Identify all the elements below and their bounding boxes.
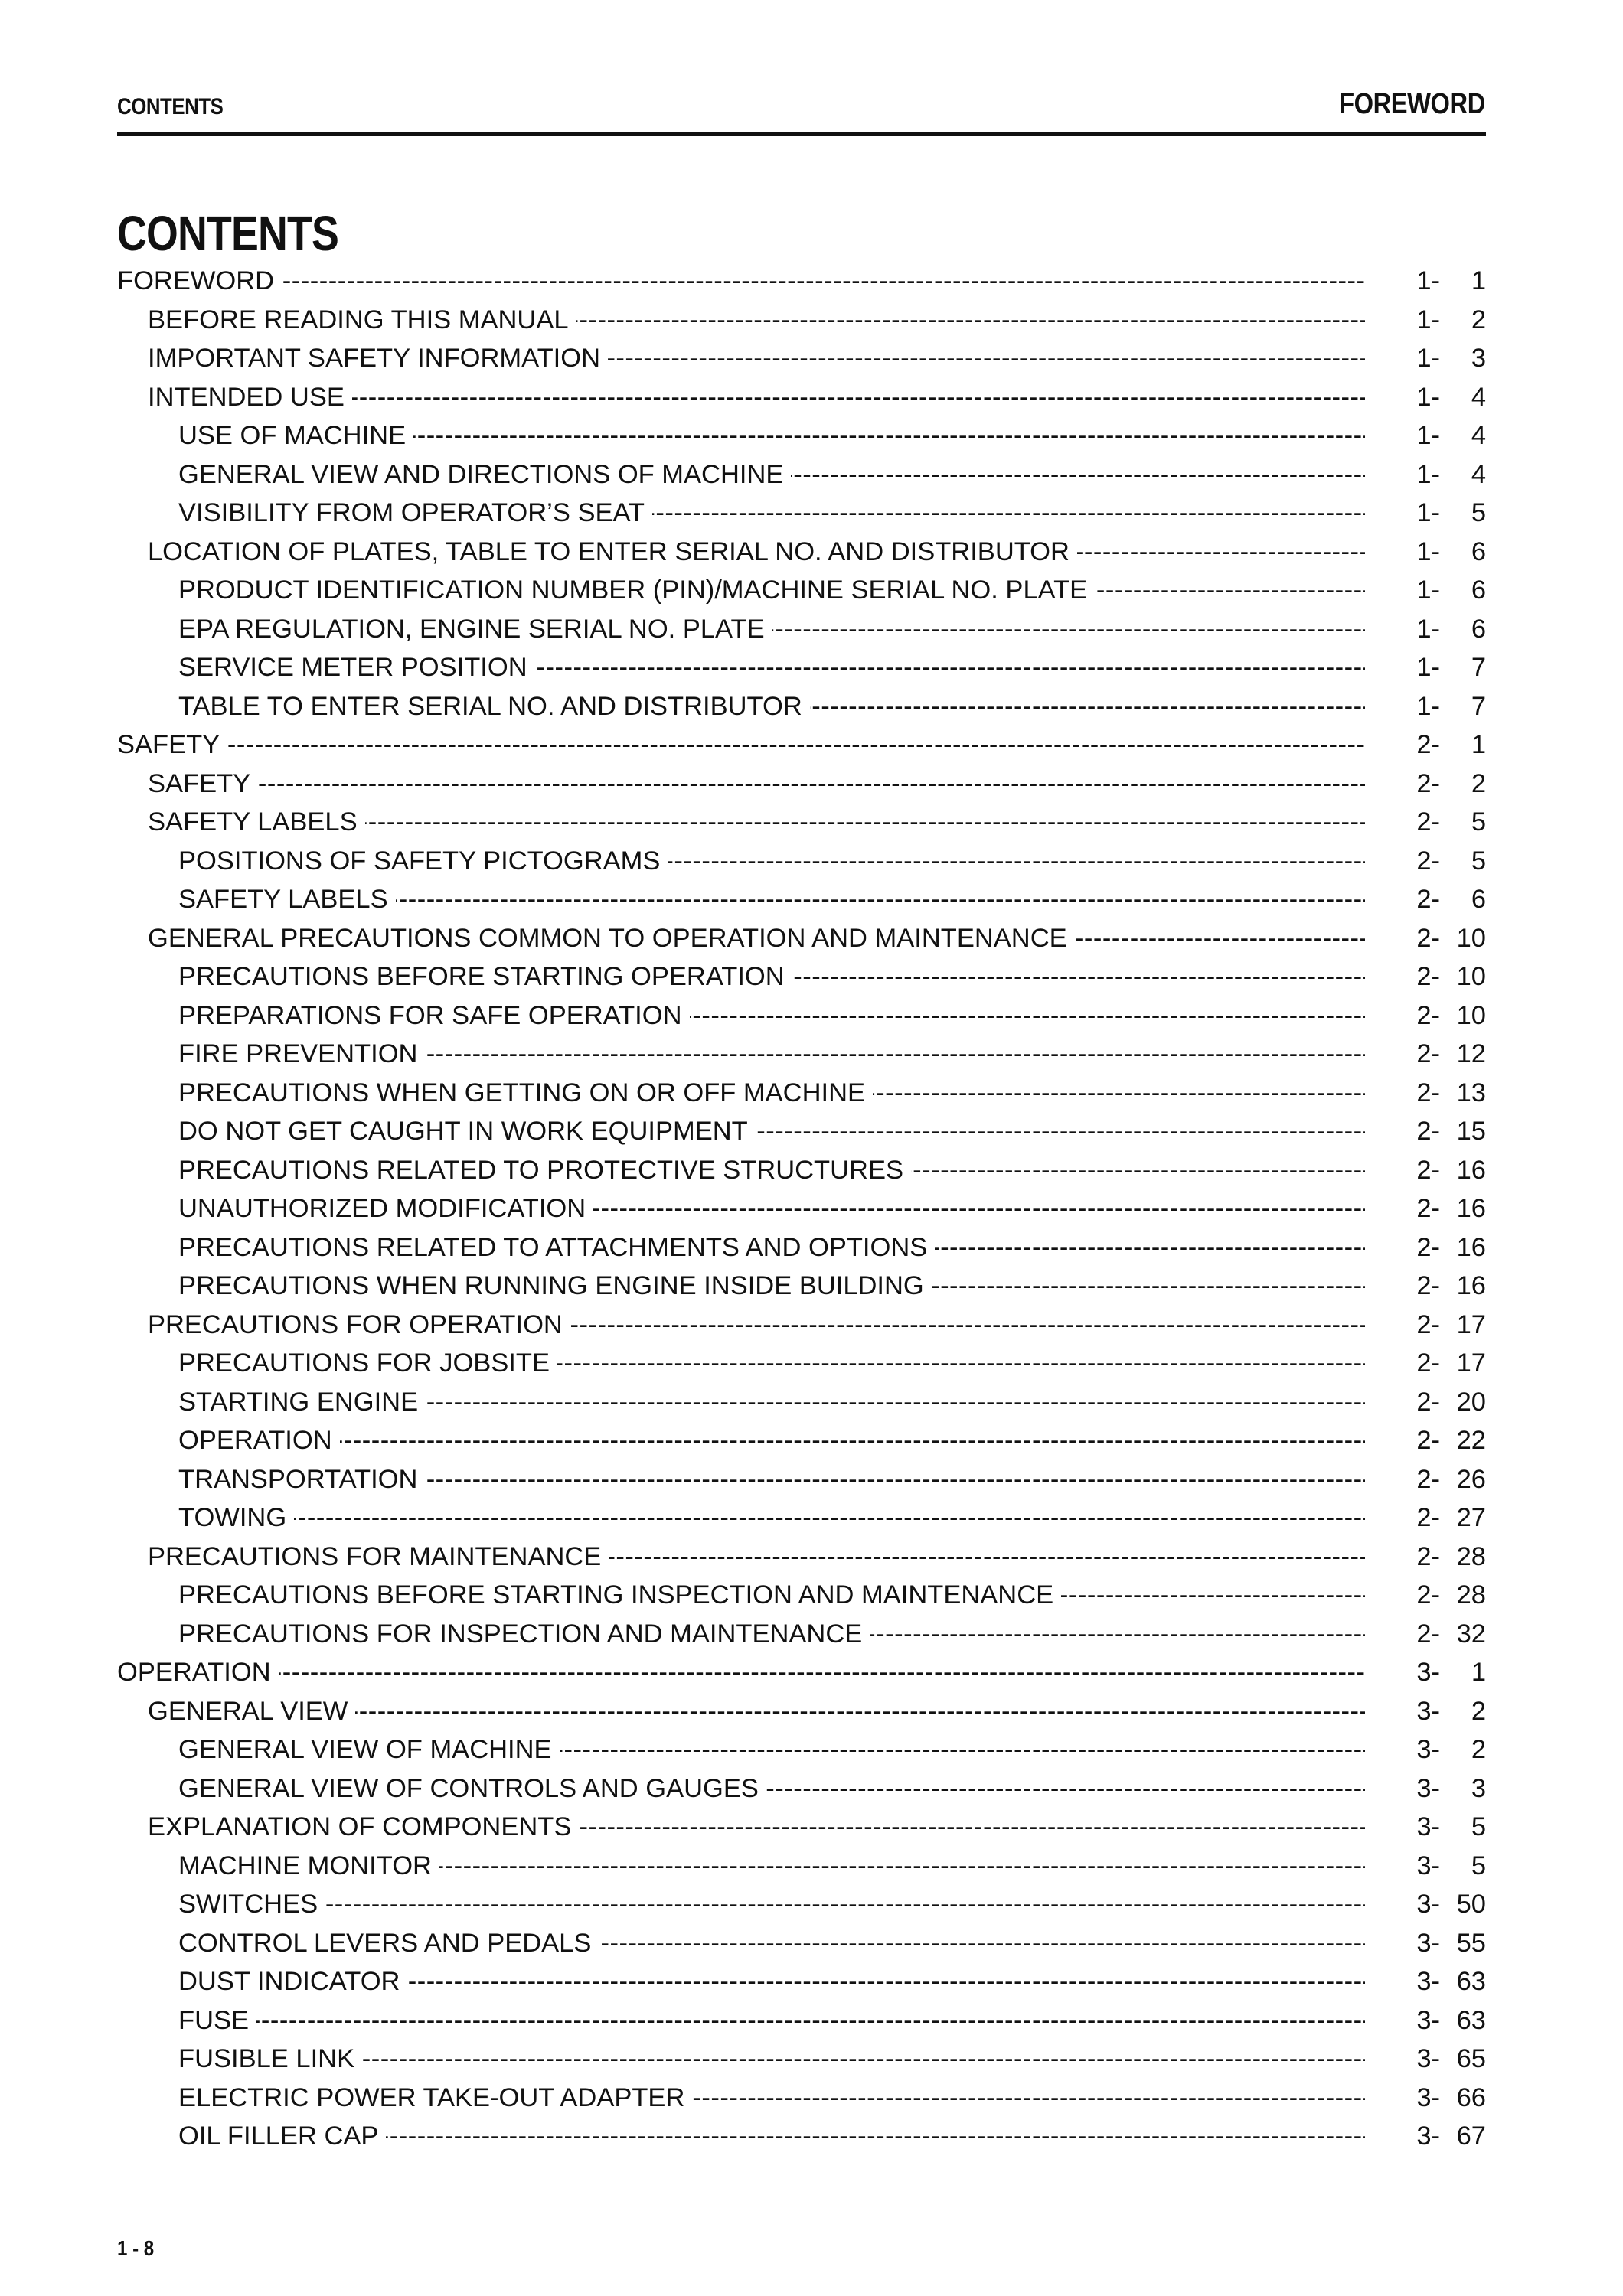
toc-entry-title: PRODUCT IDENTIFICATION NUMBER (PIN)/MACHINE SERIAL NO. PLATE [178, 576, 1095, 605]
toc-entry-title-leader [178, 1499, 1365, 1538]
toc-entry-title: SWITCHES [178, 1890, 325, 1919]
toc-entry-title: DUST INDICATOR [178, 1967, 407, 1996]
toc-entry-title: ELECTRIC POWER TAKE-OUT ADAPTER [178, 2083, 692, 2112]
toc-entry-title: PRECAUTIONS BEFORE STARTING OPERATION [178, 962, 792, 991]
toc-entry-chapter: 1- [1416, 266, 1440, 295]
toc-entry-title: PRECAUTIONS FOR OPERATION [148, 1310, 570, 1339]
toc-entry-page: 1 [1471, 266, 1486, 295]
toc-entry-page: 10 [1456, 962, 1486, 991]
toc-entry-chapter: 1- [1416, 653, 1440, 682]
toc-entry[interactable] [117, 1924, 1486, 1963]
toc-entry[interactable] [117, 1692, 1486, 1731]
toc-entry[interactable] [117, 1576, 1486, 1615]
toc-entry-title: PRECAUTIONS BEFORE STARTING INSPECTION AND MAINTENANCE [178, 1580, 1061, 1609]
toc-entry-title: GENERAL VIEW OF MACHINE [178, 1735, 560, 1764]
toc-entry[interactable] [117, 765, 1486, 804]
toc-entry-title-leader [148, 1538, 1365, 1577]
toc-entry-title-leader [178, 1460, 1365, 1499]
toc-entry[interactable] [117, 1962, 1486, 2001]
toc-entry-chapter: 1- [1416, 459, 1440, 489]
toc-entry-page: 27 [1456, 1503, 1486, 1532]
toc-entry-chapter: 2- [1416, 730, 1440, 759]
toc-entry-title-leader [148, 339, 1365, 378]
toc-entry-page: 6 [1471, 885, 1486, 914]
toc-entry-chapter: 3- [1416, 2044, 1440, 2073]
toc-entry-title-leader [148, 1306, 1365, 1345]
toc-entry-page: 2 [1471, 1696, 1486, 1726]
toc-entry-title: FUSIBLE LINK [178, 2044, 362, 2073]
toc-entry-chapter: 3- [1416, 1735, 1440, 1764]
toc-entry-title-leader [178, 1730, 1365, 1769]
toc-entry-title: MACHINE MONITOR [178, 1851, 439, 1880]
toc-entry-page: 15 [1456, 1117, 1486, 1146]
toc-entry[interactable] [117, 1730, 1486, 1769]
toc-entry[interactable] [117, 1344, 1486, 1383]
toc-entry-page: 3 [1471, 1773, 1486, 1803]
toc-entry-title: CONTROL LEVERS AND PEDALS [178, 1929, 599, 1958]
toc-entry-title-leader [178, 1228, 1365, 1267]
toc-entry-title-leader [178, 1344, 1365, 1383]
toc-entry-page: 4 [1471, 382, 1486, 412]
toc-entry-chapter: 2- [1416, 807, 1440, 837]
toc-entry-title: OPERATION [117, 1658, 279, 1687]
toc-entry-chapter: 1- [1416, 576, 1440, 605]
toc-entry-title-leader [178, 1074, 1365, 1113]
toc-entry-title-leader [178, 1421, 1365, 1460]
toc-entry[interactable] [117, 842, 1486, 881]
toc-entry-page: 7 [1471, 691, 1486, 721]
toc-entry-page: 17 [1456, 1309, 1486, 1339]
toc-entry-chapter: 3- [1416, 2122, 1440, 2151]
toc-entry-page: 5 [1471, 846, 1486, 876]
running-header-left: CONTENTS [117, 94, 224, 119]
toc-entry-chapter: 2- [1416, 923, 1440, 953]
toc-entry[interactable] [117, 416, 1486, 455]
toc-entry-page: 10 [1456, 923, 1486, 953]
toc-entry-chapter: 1- [1416, 536, 1440, 566]
toc-entry-chapter: 2- [1416, 1078, 1440, 1107]
toc-entry-chapter: 2- [1416, 1580, 1440, 1609]
toc-entry[interactable] [117, 494, 1486, 533]
toc-entry-page: 5 [1471, 498, 1486, 527]
toc-entry-title: TABLE TO ENTER SERIAL NO. AND DISTRIBUTOR [178, 692, 810, 721]
toc-entry-chapter: 2- [1416, 1117, 1440, 1146]
toc-entry-page: 65 [1456, 2044, 1486, 2073]
toc-entry[interactable] [117, 2040, 1486, 2079]
toc-entry[interactable] [117, 455, 1486, 494]
toc-entry-title-leader [178, 880, 1365, 919]
toc-entry-title: FIRE PREVENTION [178, 1039, 425, 1068]
toc-entry-title: SAFETY LABELS [148, 807, 365, 837]
toc-entry-title-leader [178, 957, 1365, 996]
toc-entry-title-leader [178, 1924, 1365, 1963]
toc-entry-page: 28 [1456, 1580, 1486, 1609]
toc-entry[interactable] [117, 571, 1486, 610]
toc-entry[interactable] [117, 1769, 1486, 1808]
toc-entry-title: PRECAUTIONS RELATED TO ATTACHMENTS AND OPTIONS [178, 1233, 935, 1262]
toc-entry-title: PREPARATIONS FOR SAFE OPERATION [178, 1001, 690, 1030]
toc-entry-title: DO NOT GET CAUGHT IN WORK EQUIPMENT [178, 1117, 756, 1146]
toc-entry-page: 16 [1456, 1232, 1486, 1262]
toc-entry-page: 22 [1456, 1426, 1486, 1455]
toc-entry-title: PRECAUTIONS RELATED TO PROTECTIVE STRUCTURES [178, 1156, 911, 1185]
toc-entry-page: 12 [1456, 1039, 1486, 1068]
toc-entry-chapter: 3- [1416, 1812, 1440, 1841]
toc-entry-page: 26 [1456, 1464, 1486, 1494]
toc-entry[interactable] [117, 1653, 1486, 1692]
toc-entry-title: TOWING [178, 1503, 294, 1532]
toc-entry-chapter: 3- [1416, 1658, 1440, 1687]
toc-entry-chapter: 2- [1416, 1000, 1440, 1030]
toc-entry-chapter: 2- [1416, 1464, 1440, 1494]
toc-entry-title: PRECAUTIONS FOR INSPECTION AND MAINTENANCE [178, 1619, 870, 1649]
toc-entry-chapter: 1- [1416, 421, 1440, 450]
toc-entry-title: UNAUTHORIZED MODIFICATION [178, 1194, 593, 1223]
table-of-contents [117, 262, 1486, 2156]
toc-entry-page: 28 [1456, 1541, 1486, 1571]
toc-entry-chapter: 3- [1416, 1696, 1440, 1726]
toc-entry[interactable] [117, 1035, 1486, 1074]
toc-entry-title-leader [178, 455, 1365, 494]
toc-entry[interactable] [117, 262, 1486, 301]
toc-entry-title-leader [178, 1189, 1365, 1228]
toc-entry-chapter: 2- [1416, 1619, 1440, 1649]
toc-entry-title: IMPORTANT SAFETY INFORMATION [148, 344, 608, 373]
toc-entry-page: 20 [1456, 1387, 1486, 1417]
page-number: 1 - 8 [117, 2236, 155, 2260]
toc-entry-title-leader [178, 1885, 1365, 1924]
toc-entry-page: 13 [1456, 1078, 1486, 1107]
toc-entry-title-leader [178, 1847, 1365, 1886]
toc-entry-title: USE OF MACHINE [178, 421, 413, 450]
toc-entry-chapter: 1- [1416, 498, 1440, 527]
toc-entry-page: 55 [1456, 1928, 1486, 1958]
toc-entry[interactable] [117, 803, 1486, 842]
toc-entry-chapter: 2- [1416, 1232, 1440, 1262]
toc-entry-title-leader [117, 1653, 1365, 1692]
toc-entry-page: 16 [1456, 1194, 1486, 1223]
toc-entry-title-leader [117, 726, 1365, 765]
header-divider [117, 132, 1486, 136]
toc-entry-title: STARTING ENGINE [178, 1388, 426, 1417]
toc-entry-title-leader [148, 803, 1365, 842]
toc-entry-title-leader [148, 919, 1365, 958]
toc-entry-title: SAFETY LABELS [178, 885, 396, 914]
toc-entry[interactable] [117, 533, 1486, 572]
toc-entry-chapter: 2- [1416, 1349, 1440, 1378]
toc-entry[interactable] [117, 957, 1486, 996]
toc-entry-title: FOREWORD [117, 266, 282, 295]
toc-entry-title-leader [178, 494, 1365, 533]
toc-entry[interactable] [117, 1499, 1486, 1538]
toc-entry-title-leader [178, 2079, 1365, 2118]
running-header-section: FOREWORD [1339, 88, 1485, 120]
toc-entry-page: 6 [1471, 536, 1486, 566]
toc-entry-title: LOCATION OF PLATES, TABLE TO ENTER SERIAL NO. AND DISTRIBUTOR [148, 537, 1077, 566]
toc-entry-chapter: 3- [1416, 2082, 1440, 2112]
toc-entry-chapter: 1- [1416, 344, 1440, 373]
toc-entry-title-leader [178, 2117, 1365, 2156]
toc-entry-title-leader [148, 1808, 1365, 1847]
toc-entry-chapter: 2- [1416, 768, 1440, 798]
toc-entry-title-leader [178, 1267, 1365, 1306]
toc-entry[interactable] [117, 1383, 1486, 1422]
toc-entry-page: 6 [1471, 614, 1486, 644]
toc-entry-title: PRECAUTIONS FOR MAINTENANCE [148, 1542, 609, 1571]
toc-entry[interactable] [117, 1885, 1486, 1924]
toc-entry-chapter: 2- [1416, 1194, 1440, 1223]
toc-entry[interactable] [117, 301, 1486, 340]
toc-entry-title: GENERAL VIEW [148, 1697, 355, 1726]
toc-entry-title-leader [178, 2040, 1365, 2079]
toc-entry-title-leader [178, 1383, 1365, 1422]
toc-entry[interactable] [117, 2079, 1486, 2118]
toc-entry-page: 2 [1471, 305, 1486, 334]
toc-entry-page: 1 [1471, 1658, 1486, 1687]
toc-entry-chapter: 3- [1416, 1851, 1440, 1880]
toc-entry-page: 7 [1471, 653, 1486, 682]
toc-entry[interactable] [117, 610, 1486, 649]
toc-entry-title-leader [148, 378, 1365, 417]
toc-entry-title-leader [117, 262, 1365, 301]
toc-entry-chapter: 1- [1416, 691, 1440, 721]
toc-entry-page: 5 [1471, 807, 1486, 837]
toc-entry-page: 63 [1456, 1967, 1486, 1996]
toc-entry-page: 3 [1471, 344, 1486, 373]
toc-entry-title: SAFETY [117, 730, 227, 759]
toc-entry-page: 63 [1456, 2005, 1486, 2035]
toc-entry-chapter: 3- [1416, 1928, 1440, 1958]
toc-entry-title: OIL FILLER CAP [178, 2122, 386, 2151]
toc-entry-title: GENERAL VIEW OF CONTROLS AND GAUGES [178, 1774, 766, 1803]
toc-entry-chapter: 3- [1416, 1890, 1440, 1919]
toc-entry-chapter: 1- [1416, 305, 1440, 334]
toc-entry-title-leader [178, 416, 1365, 455]
toc-entry-title-leader [178, 571, 1365, 610]
toc-entry[interactable] [117, 1538, 1486, 1577]
toc-entry-page: 2 [1471, 1735, 1486, 1764]
toc-entry[interactable] [117, 880, 1486, 919]
toc-entry[interactable] [117, 1112, 1486, 1151]
toc-entry-title-leader [178, 1112, 1365, 1151]
toc-entry-title: INTENDED USE [148, 383, 352, 412]
toc-entry-page: 67 [1456, 2122, 1486, 2151]
toc-entry-title: OPERATION [178, 1426, 340, 1455]
toc-entry-title-leader [178, 648, 1365, 687]
toc-entry[interactable] [117, 919, 1486, 958]
toc-entry-page: 16 [1456, 1271, 1486, 1300]
toc-entry-chapter: 1- [1416, 382, 1440, 412]
toc-entry-title-leader [148, 533, 1365, 572]
toc-entry-page: 2 [1471, 768, 1486, 798]
toc-entry[interactable] [117, 378, 1486, 417]
toc-entry[interactable] [117, 1615, 1486, 1654]
toc-entry-title: PRECAUTIONS WHEN GETTING ON OR OFF MACHINE [178, 1078, 873, 1107]
toc-entry[interactable] [117, 1267, 1486, 1306]
toc-entry[interactable] [117, 996, 1486, 1035]
toc-entry-title-leader [148, 1692, 1365, 1731]
toc-entry-title: TRANSPORTATION [178, 1465, 425, 1494]
toc-entry-title-leader [178, 2001, 1365, 2040]
toc-entry-page: 10 [1456, 1000, 1486, 1030]
toc-entry-chapter: 2- [1416, 1155, 1440, 1185]
toc-entry-page: 5 [1471, 1812, 1486, 1841]
toc-entry[interactable] [117, 1306, 1486, 1345]
toc-entry-title: POSITIONS OF SAFETY PICTOGRAMS [178, 846, 668, 876]
toc-entry-title: EPA REGULATION, ENGINE SERIAL NO. PLATE [178, 615, 772, 644]
toc-entry[interactable] [117, 1228, 1486, 1267]
toc-entry-title: GENERAL VIEW AND DIRECTIONS OF MACHINE [178, 460, 791, 489]
toc-entry[interactable] [117, 687, 1486, 726]
toc-entry-page: 4 [1471, 459, 1486, 489]
toc-entry-chapter: 2- [1416, 1387, 1440, 1417]
toc-entry-chapter: 2- [1416, 1039, 1440, 1068]
toc-entry-chapter: 2- [1416, 846, 1440, 876]
toc-entry-title-leader [178, 842, 1365, 881]
toc-entry-page: 50 [1456, 1890, 1486, 1919]
toc-entry-title: SAFETY [148, 769, 258, 798]
toc-entry[interactable] [117, 726, 1486, 765]
toc-entry-page: 66 [1456, 2082, 1486, 2112]
toc-entry-title-leader [148, 301, 1365, 340]
toc-entry-chapter: 3- [1416, 1773, 1440, 1803]
toc-entry-title-leader [178, 610, 1365, 649]
toc-entry-chapter: 2- [1416, 1541, 1440, 1571]
toc-entry[interactable] [117, 339, 1486, 378]
toc-entry-title-leader [178, 1035, 1365, 1074]
toc-entry-page: 5 [1471, 1851, 1486, 1880]
toc-entry-title-leader [178, 1615, 1365, 1654]
toc-entry-title-leader [178, 1962, 1365, 2001]
toc-entry-title: SERVICE METER POSITION [178, 653, 535, 682]
toc-entry-page: 32 [1456, 1619, 1486, 1649]
page-title: CONTENTS [117, 206, 338, 261]
toc-entry-title-leader [178, 687, 1365, 726]
toc-entry-page: 17 [1456, 1349, 1486, 1378]
toc-entry[interactable] [117, 1847, 1486, 1886]
toc-entry-title-leader [178, 1576, 1365, 1615]
toc-entry-chapter: 3- [1416, 2005, 1440, 2035]
toc-entry-title: PRECAUTIONS WHEN RUNNING ENGINE INSIDE BUILDING [178, 1271, 932, 1300]
toc-entry-page: 4 [1471, 421, 1486, 450]
toc-entry-page: 16 [1456, 1155, 1486, 1185]
toc-entry-title: FUSE [178, 2006, 256, 2035]
toc-entry-title-leader [178, 1151, 1365, 1190]
toc-entry-chapter: 3- [1416, 1967, 1440, 1996]
toc-entry-chapter: 2- [1416, 962, 1440, 991]
toc-entry-title: VISIBILITY FROM OPERATOR’S SEAT [178, 498, 652, 527]
toc-entry-chapter: 2- [1416, 885, 1440, 914]
toc-entry-chapter: 2- [1416, 1426, 1440, 1455]
toc-entry-chapter: 2- [1416, 1309, 1440, 1339]
toc-entry-title: EXPLANATION OF COMPONENTS [148, 1812, 579, 1841]
toc-entry[interactable] [117, 1074, 1486, 1113]
toc-entry-chapter: 2- [1416, 1503, 1440, 1532]
toc-entry-title-leader [178, 1769, 1365, 1808]
toc-entry-chapter: 2- [1416, 1271, 1440, 1300]
toc-entry[interactable] [117, 1808, 1486, 1847]
toc-entry[interactable] [117, 1151, 1486, 1190]
toc-entry-page: 1 [1471, 730, 1486, 759]
toc-entry-title: BEFORE READING THIS MANUAL [148, 305, 576, 334]
toc-entry-title: PRECAUTIONS FOR JOBSITE [178, 1349, 557, 1378]
toc-entry[interactable] [117, 1189, 1486, 1228]
toc-entry-page: 6 [1471, 576, 1486, 605]
toc-entry-title-leader [178, 996, 1365, 1035]
toc-entry[interactable] [117, 2001, 1486, 2040]
toc-entry-title-leader [148, 765, 1365, 804]
toc-entry-chapter: 1- [1416, 614, 1440, 644]
toc-entry[interactable] [117, 1421, 1486, 1460]
toc-entry[interactable] [117, 2117, 1486, 2156]
toc-entry[interactable] [117, 648, 1486, 687]
toc-entry[interactable] [117, 1460, 1486, 1499]
toc-entry-title: GENERAL PRECAUTIONS COMMON TO OPERATION AND MAINTENANCE [148, 924, 1075, 953]
